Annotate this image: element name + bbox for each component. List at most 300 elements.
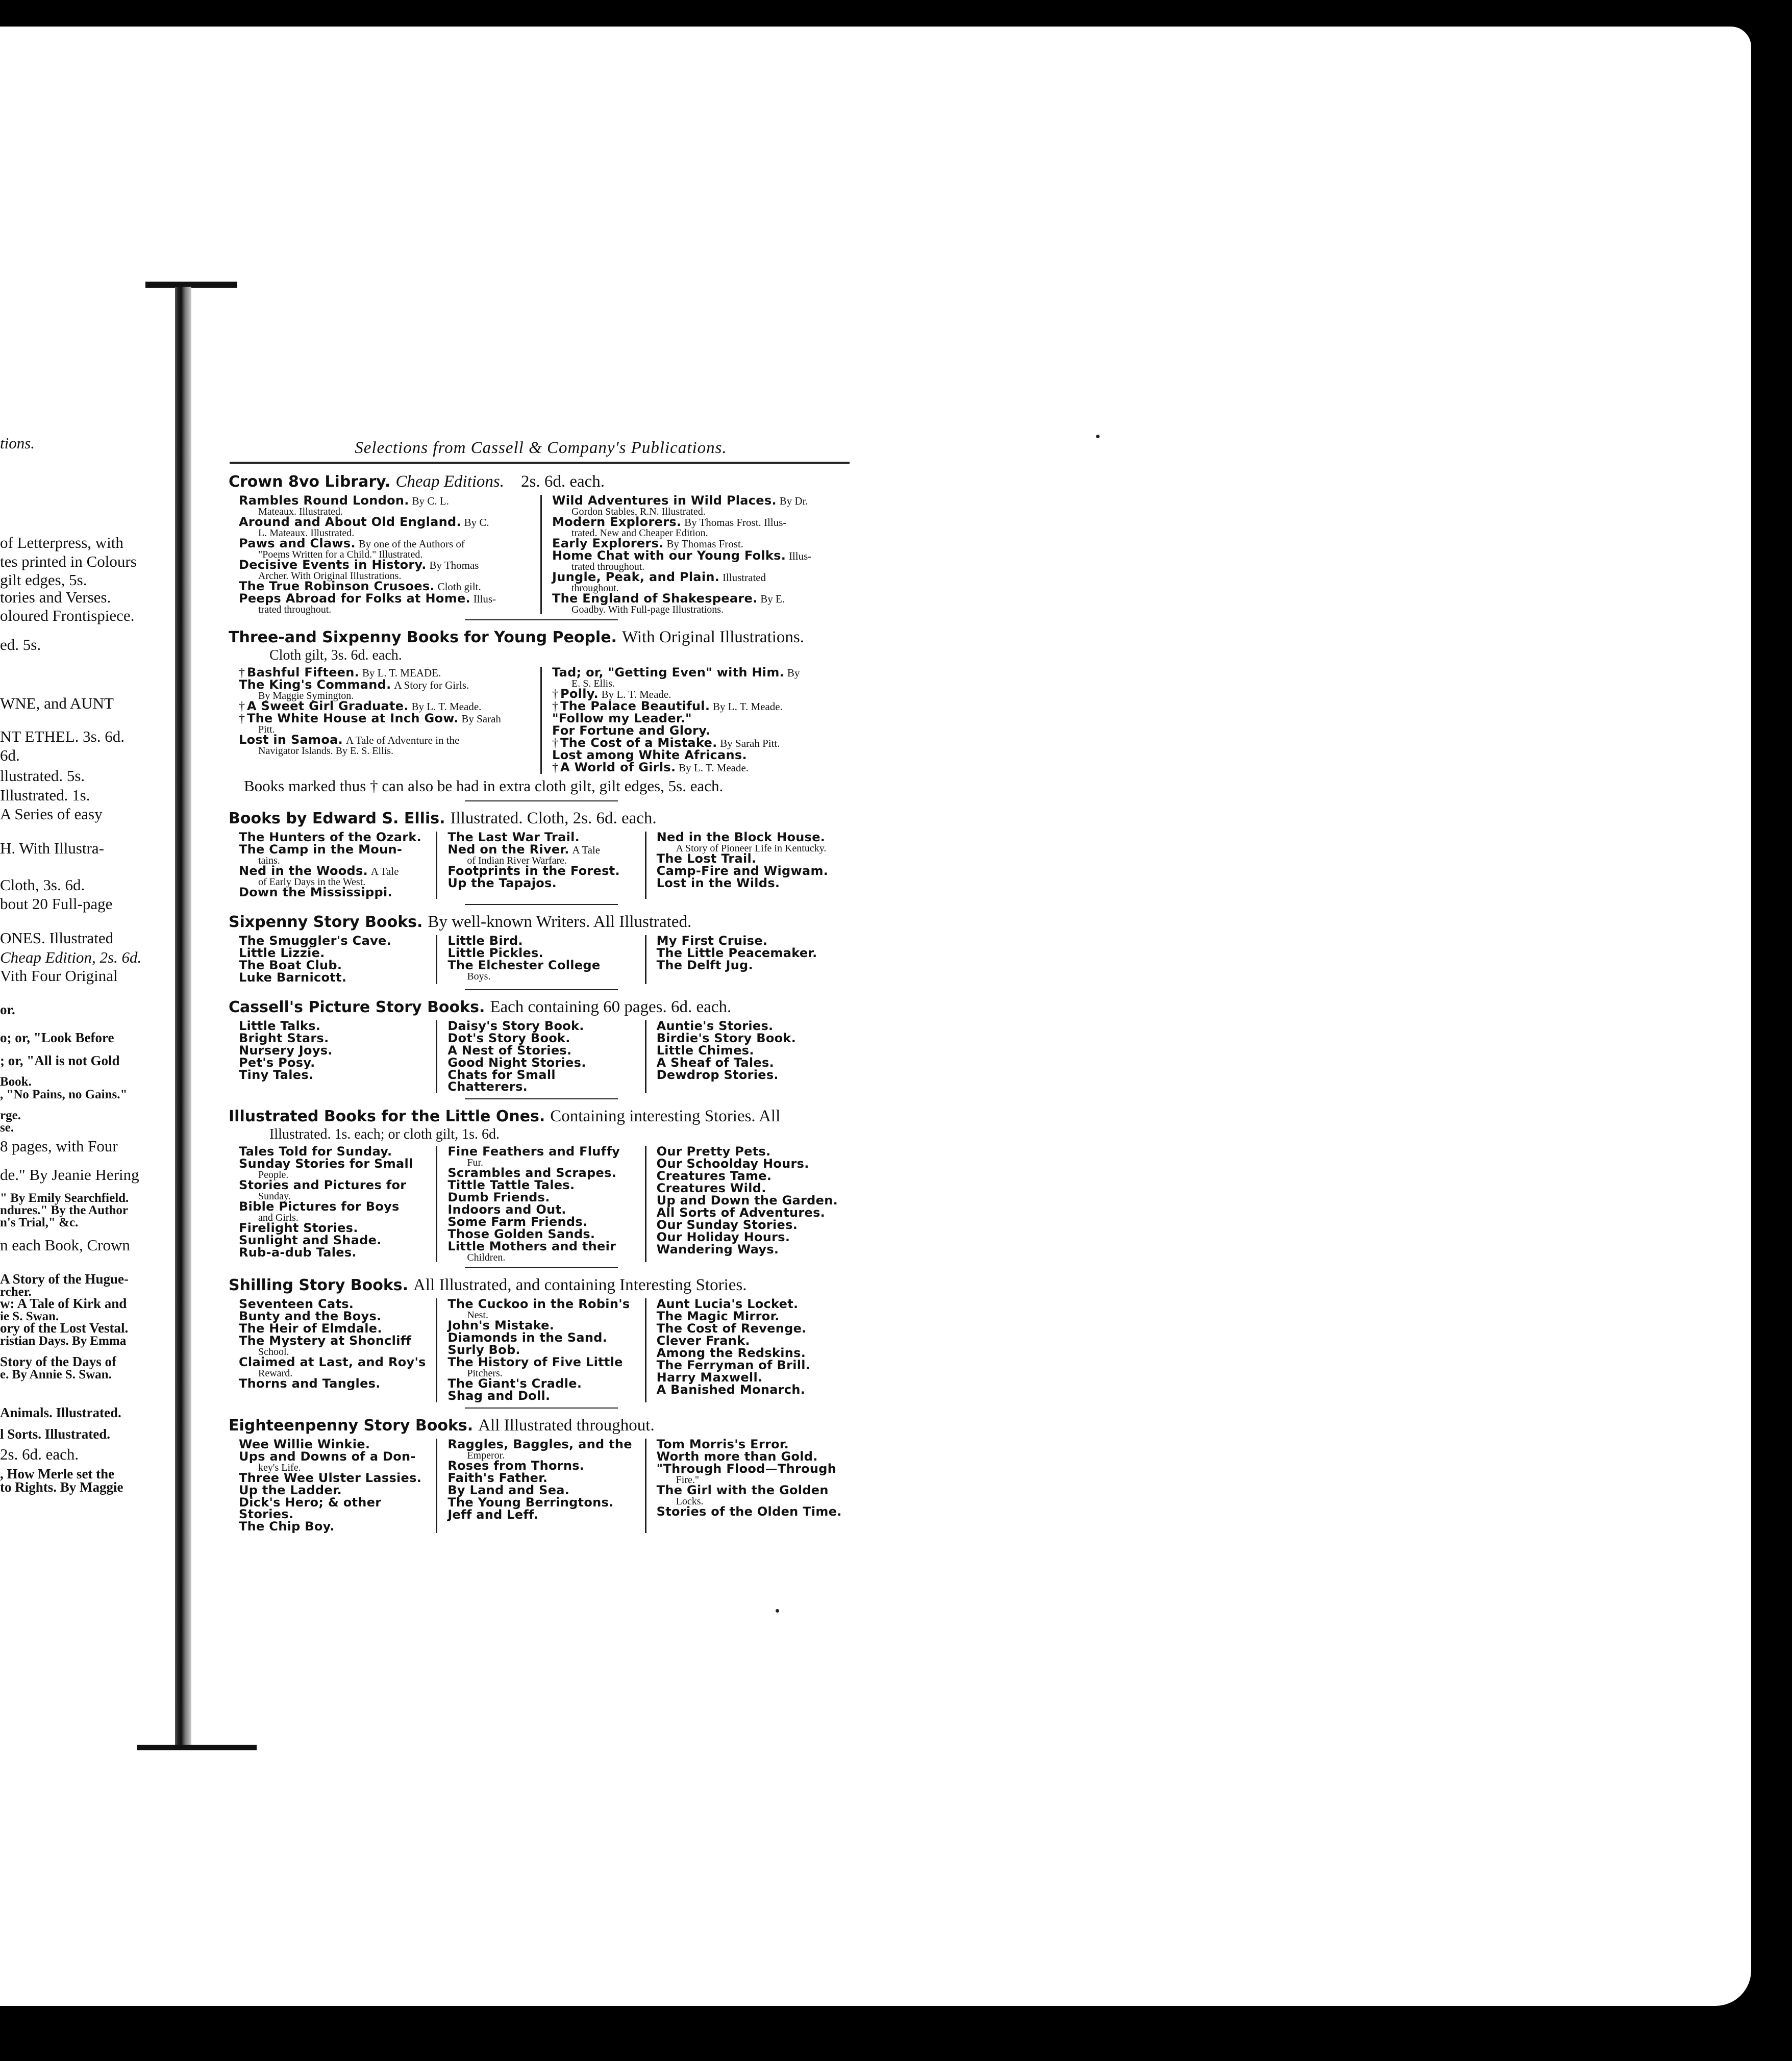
book-entry: [657, 1311, 848, 1322]
catalogue-section: [229, 912, 854, 990]
book-title: The Palace Beautiful.: [560, 699, 710, 713]
book-detail: By E.: [760, 593, 785, 605]
book-title: Clever Frank.: [656, 1334, 750, 1348]
book-title: Bashful Fifteen.: [247, 665, 360, 680]
catalogue-section: [229, 997, 854, 1099]
section-edition-note: Cheap Editions.: [395, 472, 505, 491]
book-entry: [657, 1020, 848, 1032]
binding-spine-rule: [175, 287, 191, 1746]
book-entry: [447, 1390, 638, 1402]
title-column: [645, 935, 854, 984]
book-entry: [239, 1311, 430, 1322]
book-entry: [657, 1219, 848, 1231]
book-title: Tad; or, "Getting Even" with Him.: [552, 665, 785, 680]
book-entry: [657, 1506, 848, 1518]
section-divider: [465, 800, 618, 801]
book-entry: [657, 935, 848, 947]
book-entry: [552, 667, 848, 678]
book-note: and Girls.: [258, 1212, 298, 1223]
book-title: Footprints in the Forest.: [447, 864, 620, 878]
section-price: All Illustrated, and containing Interesting Stories.: [413, 1276, 747, 1294]
book-detail: By L. T. Meade.: [712, 700, 783, 713]
book-title: Tittle Tattle Tales.: [447, 1178, 575, 1192]
catalogue-section: [229, 1275, 854, 1409]
book-title: Creatures Tame.: [656, 1169, 772, 1183]
fragment-line: ; or, "All is not Gold: [0, 1053, 120, 1068]
book-note: School.: [258, 1346, 289, 1358]
book-title: The Lost Trail.: [656, 851, 757, 866]
book-entry: [239, 667, 534, 678]
fragment-line: ristian Days. By Emma: [0, 1334, 127, 1348]
book-title: Ned in the Woods.: [239, 864, 368, 878]
fragment-line: Illustrated. 1s.: [0, 787, 90, 804]
fragment-line: , "No Pains, no Gains.": [0, 1088, 128, 1101]
book-title: A Banished Monarch.: [656, 1383, 806, 1397]
book-detail: A Tale: [370, 865, 399, 877]
book-note: Fur.: [467, 1157, 484, 1168]
book-detail: By Sarah Pitt.: [720, 737, 780, 749]
section-price: By well-known Writers. All Illustrated.: [428, 913, 692, 931]
book-title: Little Mothers and their: [447, 1239, 616, 1253]
book-detail: A Tale of Adventure in the: [345, 734, 460, 746]
book-note: Archer. With Original Illustrations.: [258, 570, 402, 582]
book-entry: [239, 1378, 430, 1390]
book-entry: [239, 865, 430, 877]
scanned-page: [0, 27, 1751, 2006]
book-title: The Cost of a Mistake.: [560, 736, 717, 750]
book-entry: [657, 1244, 848, 1255]
book-entry: [447, 1033, 638, 1044]
dagger-mark-icon: †: [552, 761, 558, 774]
book-detail: A Story for Girls.: [394, 679, 469, 691]
book-entry: [447, 1167, 638, 1179]
section-price: Containing interesting Stories. All: [550, 1107, 781, 1125]
book-title: John's Mistake.: [447, 1318, 555, 1333]
book-title: The Chip Boy.: [239, 1519, 335, 1534]
book-note: trated throughout.: [571, 561, 645, 572]
book-entry: [447, 1298, 638, 1310]
book-title: Some Farm Friends.: [447, 1215, 588, 1229]
book-title: Birdie's Story Book.: [656, 1031, 797, 1045]
fragment-line: rcher.: [0, 1285, 32, 1299]
book-entry: [447, 844, 638, 856]
fragment-line: oloured Frontispiece.: [0, 607, 135, 624]
fragment-line: , How Merle set the: [0, 1466, 115, 1481]
book-entry: [239, 559, 534, 571]
book-entry: [657, 1170, 848, 1182]
book-entry: [447, 1069, 638, 1093]
book-entry: [239, 1222, 430, 1234]
book-title: Dot's Story Book.: [447, 1031, 570, 1045]
title-column: [229, 667, 540, 774]
book-entry: [447, 1485, 638, 1496]
section-heading: [229, 997, 854, 1017]
book-entry: [239, 1485, 430, 1496]
book-detail: By Dr.: [779, 495, 808, 507]
book-title: Around and About Old England.: [239, 515, 461, 529]
book-entry: [657, 1033, 848, 1044]
fragment-line: tories and Verses.: [0, 589, 111, 606]
book-title: Decisive Events in History.: [239, 558, 427, 572]
title-column: [436, 935, 644, 984]
book-title: Jeff and Leff.: [447, 1507, 539, 1522]
title-columns: [229, 1146, 854, 1262]
book-title: The Ferryman of Brill.: [656, 1358, 811, 1372]
fragment-line: ory of the Lost Vestal.: [0, 1320, 129, 1336]
book-title: Wild Adventures in Wild Places.: [552, 493, 777, 508]
section-price: With Original Illustrations.: [621, 628, 805, 646]
book-note: key's Life.: [258, 1462, 301, 1473]
title-column: [229, 1439, 436, 1533]
book-entry: [239, 972, 430, 984]
catalogue-section: [229, 809, 854, 905]
book-entry: [239, 887, 430, 898]
book-entry: [657, 1439, 848, 1450]
section-title: Three-and Sixpenny Books for Young People.: [229, 629, 617, 646]
title-column: [645, 1146, 854, 1262]
book-note: Boys.: [467, 971, 491, 982]
book-detail: By Sarah: [461, 713, 501, 725]
book-entry: [239, 1235, 430, 1246]
fragment-line: Cheap Edition, 2s. 6d.: [0, 949, 142, 966]
book-entry: [657, 1485, 848, 1496]
book-detail: Illus-: [473, 593, 496, 605]
book-entry: [447, 960, 638, 971]
book-entry: [239, 516, 534, 528]
fragment-line: se.: [0, 1121, 14, 1135]
section-divider: [465, 619, 618, 620]
section-subheading: Illustrated. 1s. each; or cloth gilt, 1s. 6d.: [269, 1126, 500, 1142]
book-entry: [239, 832, 430, 843]
book-title: The Elchester College: [447, 958, 601, 972]
book-title: Little Talks.: [239, 1019, 321, 1033]
section-price-note: [478, 1416, 655, 1435]
title-column: [645, 1439, 854, 1533]
book-entry: [657, 1372, 848, 1384]
book-entry: [447, 1241, 638, 1252]
catalogue-sections: [225, 472, 857, 1533]
book-title: The Camp in the Moun-: [239, 842, 403, 857]
fragment-line: bout 20 Full-page: [0, 895, 113, 913]
book-entry: [239, 734, 534, 746]
fragment-line: n each Book, Crown: [0, 1237, 130, 1254]
book-title: Tales Told for Sunday.: [239, 1144, 392, 1159]
title-column: [645, 1020, 854, 1093]
book-detail: Illus-: [788, 550, 812, 562]
fragment-line: rge.: [0, 1109, 21, 1122]
catalogue-section: [229, 627, 854, 801]
fragment-line: Vith Four Original: [0, 967, 118, 985]
book-title: The Young Berringtons.: [447, 1495, 614, 1510]
book-entry: [657, 832, 848, 843]
book-title: The Giant's Cradle.: [447, 1376, 582, 1391]
book-note: Navigator Islands. By E. S. Ellis.: [258, 745, 393, 757]
section-divider: [465, 989, 618, 990]
book-title: Dick's Hero; & other Stories.: [239, 1495, 382, 1521]
book-detail: By L. T. Meade.: [601, 688, 671, 700]
book-entry: [552, 495, 848, 507]
book-entry: [552, 516, 848, 528]
book-title: Paws and Claws.: [239, 536, 356, 550]
book-title: Claimed at Last, and Roy's: [239, 1355, 426, 1369]
book-title: The Hunters of the Ozark.: [239, 830, 422, 844]
book-title: Sunlight and Shade.: [239, 1233, 382, 1247]
book-title: The Girl with the Golden: [656, 1483, 829, 1497]
book-entry: [657, 1069, 848, 1081]
book-title: Rub-a-dub Tales.: [239, 1245, 357, 1260]
book-title: Little Pickles.: [447, 946, 544, 960]
book-title: The Cuckoo in the Robin's: [447, 1297, 630, 1311]
book-title: Jungle, Peak, and Plain.: [552, 570, 720, 584]
book-entry: [447, 1020, 638, 1032]
section-heading: [229, 809, 854, 828]
binding-top-rule: [145, 282, 237, 288]
section-title: Crown 8vo Library.: [229, 473, 391, 491]
dagger-mark-icon: †: [239, 700, 245, 713]
book-title: Ned in the Block House.: [656, 830, 826, 844]
book-entry: [552, 749, 848, 761]
book-title: Dewdrop Stories.: [656, 1068, 779, 1082]
book-entry: [447, 1146, 638, 1158]
book-entry: [447, 877, 638, 889]
dagger-mark-icon: †: [239, 666, 245, 680]
book-title: "Follow my Leader.": [552, 711, 692, 725]
book-entry: [657, 1231, 848, 1243]
catalogue-section: [229, 472, 854, 620]
book-detail: Illustrated: [722, 571, 766, 584]
book-entry: [657, 1335, 848, 1347]
book-entry: [239, 1045, 430, 1057]
book-entry: [447, 1057, 638, 1069]
book-title: Little Bird.: [447, 934, 523, 948]
book-detail: A Tale: [572, 844, 601, 856]
title-columns: [229, 1020, 854, 1093]
book-entry: [239, 1439, 430, 1450]
book-title: Down the Mississippi.: [239, 885, 392, 899]
book-title: A Nest of Stories.: [447, 1043, 572, 1058]
book-title: Up and Down the Garden.: [656, 1193, 838, 1208]
book-title: Early Explorers.: [552, 536, 664, 550]
book-note: "Poems Written for a Child." Illustrated.: [258, 549, 423, 560]
book-entry: [447, 1320, 638, 1331]
book-entry: [552, 538, 848, 549]
section-heading: [229, 912, 854, 932]
fragment-line: n's Trial," &c.: [0, 1216, 79, 1229]
book-title: The King's Command.: [239, 677, 391, 692]
title-column: [645, 1298, 854, 1402]
book-title: Those Golden Sands.: [447, 1227, 595, 1241]
book-entry: [657, 1146, 848, 1158]
book-detail: By Thomas Frost. Illus-: [684, 516, 787, 529]
fragment-line: " By Emily Searchfield.: [0, 1191, 129, 1205]
book-entry: [239, 1472, 430, 1484]
book-title: Diamonds in the Sand.: [447, 1330, 608, 1345]
book-entry: [447, 1228, 638, 1240]
section-price-note: [451, 809, 657, 827]
book-entry: [657, 1323, 848, 1335]
title-column: [645, 832, 854, 899]
book-entry: [447, 865, 638, 877]
title-column: [436, 1298, 644, 1402]
fragment-line: H. With Illustra-: [0, 840, 104, 857]
fragment-line: l Sorts. Illustrated.: [0, 1426, 110, 1442]
book-title: Worth more than Gold.: [656, 1449, 818, 1464]
title-column: [229, 1146, 436, 1262]
book-note: By Maggie Symington.: [258, 690, 354, 701]
book-entry: [239, 1020, 430, 1032]
book-title: The England of Shakespeare.: [552, 591, 758, 606]
book-entry: [657, 865, 848, 877]
book-title: Chats for Small Chatterers.: [447, 1068, 556, 1094]
book-entry: [447, 1344, 638, 1356]
book-title: Lost in the Wilds.: [656, 876, 780, 890]
book-title: Our Holiday Hours.: [656, 1230, 790, 1244]
book-title: Aunt Lucia's Locket.: [656, 1297, 799, 1311]
title-column: [540, 667, 854, 774]
title-column: [229, 1020, 436, 1093]
book-entry: [239, 1335, 430, 1347]
book-entry: [239, 1201, 430, 1213]
title-columns: [229, 1439, 854, 1533]
book-title: Seventeen Cats.: [239, 1297, 354, 1311]
fragment-line: to Rights. By Maggie: [0, 1479, 123, 1495]
book-title: The History of Five Little: [447, 1355, 623, 1369]
book-entry: [552, 550, 848, 562]
book-title: Daisy's Story Book.: [447, 1019, 584, 1033]
book-entry: [447, 935, 638, 947]
dagger-mark-icon: †: [552, 737, 558, 750]
book-detail: By Thomas: [429, 559, 479, 571]
book-title: Ups and Downs of a Don-: [239, 1449, 416, 1464]
book-entry: [552, 762, 848, 773]
book-title: Up the Ladder.: [239, 1483, 342, 1497]
book-entry: [447, 1472, 638, 1484]
book-title: The Cost of Revenge.: [656, 1321, 807, 1336]
title-column: [229, 495, 540, 614]
book-title: A Sheaf of Tales.: [656, 1055, 774, 1070]
book-entry: [657, 1360, 848, 1371]
catalogue-section: [229, 1416, 854, 1533]
book-entry: [239, 700, 534, 712]
fragment-line: de." By Jeanie Hering: [0, 1166, 139, 1184]
book-entry: [239, 1521, 430, 1532]
book-detail: By: [787, 667, 800, 679]
book-title: Luke Barnicott.: [239, 970, 347, 985]
book-entry: [657, 853, 848, 865]
book-title: Wee Willie Winkie.: [239, 1437, 370, 1451]
section-title: Sixpenny Story Books.: [229, 913, 423, 931]
book-entry: [447, 1460, 638, 1472]
book-title: A World of Girls.: [560, 760, 676, 774]
title-column: [540, 495, 854, 614]
section-price: 2s. 6d. each.: [521, 472, 605, 491]
book-title: Roses from Thorns.: [447, 1459, 585, 1473]
section-divider: [465, 1407, 618, 1409]
dagger-mark-icon: †: [552, 700, 558, 713]
catalogue-section: [229, 1107, 854, 1268]
section-price-note: [622, 628, 804, 646]
book-entry: [239, 1158, 430, 1170]
book-entry: [657, 1195, 848, 1207]
book-title: Stories and Pictures for: [239, 1178, 407, 1192]
book-title: Ned on the River.: [447, 842, 569, 857]
book-title: Three Wee Ulster Lassies.: [239, 1471, 422, 1485]
book-title: Creatures Wild.: [656, 1181, 766, 1195]
book-title: Dumb Friends.: [447, 1190, 550, 1204]
book-entry: [657, 1158, 848, 1170]
book-title: Raggles, Baggles, and the: [447, 1437, 632, 1451]
section-price-note: [550, 1107, 780, 1125]
book-title: All Sorts of Adventures.: [656, 1205, 826, 1220]
fragment-line: tions.: [0, 435, 35, 452]
book-entry: [239, 1069, 430, 1081]
book-title: Lost among White Africans.: [552, 748, 747, 762]
title-column: [229, 935, 436, 984]
fragment-line: o; or, "Look Before: [0, 1030, 114, 1045]
fragment-line: WNE, and AUNT: [0, 695, 114, 712]
title-column: [436, 1146, 644, 1262]
book-entry: [239, 1033, 430, 1044]
fragment-line: llustrated. 5s.: [0, 767, 85, 785]
book-title: Among the Redskins.: [656, 1346, 806, 1360]
book-detail: Cloth gilt.: [437, 581, 481, 593]
fragment-line: A Story of the Hugue-: [0, 1271, 129, 1287]
book-note: Emperor.: [467, 1450, 505, 1461]
fragment-line: Story of the Days of: [0, 1354, 116, 1369]
dagger-mark-icon: †: [239, 712, 245, 725]
book-detail: By Thomas Frost.: [666, 538, 744, 550]
book-entry: [239, 1146, 430, 1158]
book-entry: [239, 679, 534, 691]
book-entry: [239, 495, 534, 507]
book-note: Gordon Stables, R.N. Illustrated.: [571, 506, 706, 517]
book-note: Fire.": [676, 1474, 700, 1486]
book-title: Scrambles and Scrapes.: [447, 1166, 617, 1180]
book-title: Surly Bob.: [447, 1343, 520, 1357]
title-columns: [229, 667, 854, 774]
book-entry: [657, 1045, 848, 1057]
book-title: Modern Explorers.: [552, 515, 682, 529]
book-note: Mateaux. Illustrated.: [258, 506, 343, 517]
book-entry: [447, 1509, 638, 1521]
book-title: Rambles Round London.: [239, 493, 409, 508]
book-title: Bunty and the Boys.: [239, 1309, 382, 1323]
book-title: Sunday Stories for Small: [239, 1157, 413, 1171]
book-note: of Indian River Warfare.: [467, 855, 567, 866]
section-price-note: [413, 1276, 746, 1294]
dagger-mark-icon: †: [552, 688, 558, 701]
book-entry: [447, 1356, 638, 1368]
book-note: E. S. Ellis.: [571, 678, 615, 689]
book-title: Shag and Doll.: [447, 1389, 551, 1403]
section-divider: [465, 1098, 618, 1099]
book-entry: [657, 1057, 848, 1069]
book-title: Peeps Abroad for Folks at Home.: [239, 591, 470, 606]
title-columns: [229, 832, 854, 899]
fragment-line: w: A Tale of Kirk and: [0, 1296, 127, 1311]
section-heading: [229, 472, 854, 492]
book-title: "Through Flood—Through: [656, 1462, 837, 1476]
book-title: Pet's Posy.: [239, 1055, 315, 1070]
book-title: Nursery Joys.: [239, 1043, 333, 1058]
book-entry: [239, 1451, 430, 1463]
fragment-line: ie S. Swan.: [0, 1310, 59, 1323]
title-column: [229, 1298, 436, 1402]
book-entry: [239, 713, 534, 724]
book-detail: By L. T. Meade.: [411, 700, 482, 713]
book-note: trated. New and Cheaper Edition.: [571, 527, 708, 539]
book-note: of Early Days in the West.: [258, 876, 366, 888]
